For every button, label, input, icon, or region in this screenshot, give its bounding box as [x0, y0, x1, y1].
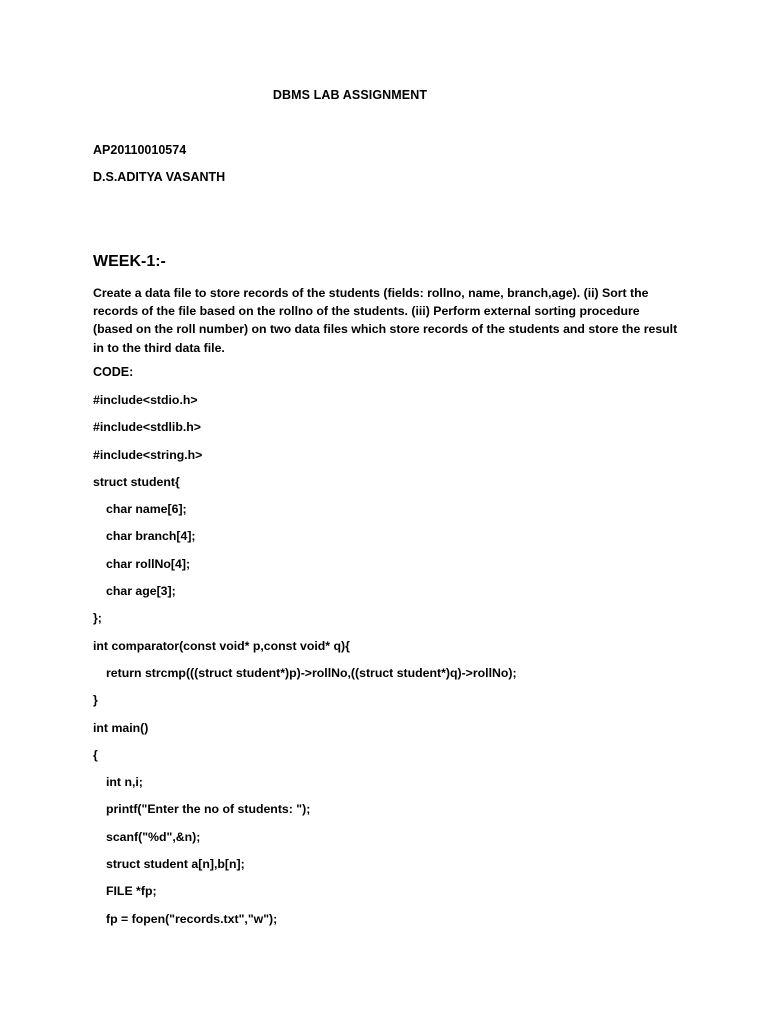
student-name: D.S.ADITYA VASANTH [93, 170, 226, 184]
code-line: scanf("%d",&n); [106, 829, 201, 844]
code-line: FILE *fp; [106, 884, 157, 899]
student-id: AP20110010574 [93, 143, 187, 157]
code-line: #include<stdlib.h> [93, 420, 201, 435]
code-line: char name[6]; [106, 502, 187, 517]
code-line: char rollNo[4]; [106, 556, 191, 571]
code-line: char age[3]; [106, 584, 176, 599]
task-line: (based on the roll number) on two data files which store records of the students and store the result [93, 322, 678, 337]
code-line: fp = fopen("records.txt","w"); [106, 911, 278, 926]
task-line: in to the third data file. [93, 340, 225, 355]
code-line: int n,i; [106, 775, 143, 790]
code-line: }; [93, 611, 102, 626]
code-line: } [93, 693, 98, 708]
code-line: #include<stdio.h> [93, 393, 198, 407]
task-line: records of the file based on the rollno of the students. (iii) Perform external sorting procedure [93, 304, 640, 319]
task-description [93, 284, 683, 357]
task-line: Create a data file to store records of the students (fields: rollno, name, branch,age). (ii) Sort the [93, 286, 649, 300]
code-line: char branch[4]; [106, 529, 196, 544]
code-line: return strcmp(((struct student*)p)->rollNo,((struct student*)q)->rollNo); [106, 665, 517, 680]
code-line: printf("Enter the no of students: "); [106, 802, 311, 817]
code-line: #include<string.h> [93, 447, 203, 462]
code-block [93, 392, 713, 938]
code-line: { [93, 747, 98, 762]
code-line: int comparator(const void* p,const void* q){ [93, 638, 350, 653]
page-title: DBMS LAB ASSIGNMENT [272, 88, 428, 102]
code-line: struct student a[n],b[n]; [106, 857, 245, 872]
code-label: CODE: [93, 365, 134, 379]
week-heading: WEEK-1:- [93, 253, 166, 270]
code-line: int main() [93, 720, 149, 735]
code-line: struct student{ [93, 474, 180, 489]
